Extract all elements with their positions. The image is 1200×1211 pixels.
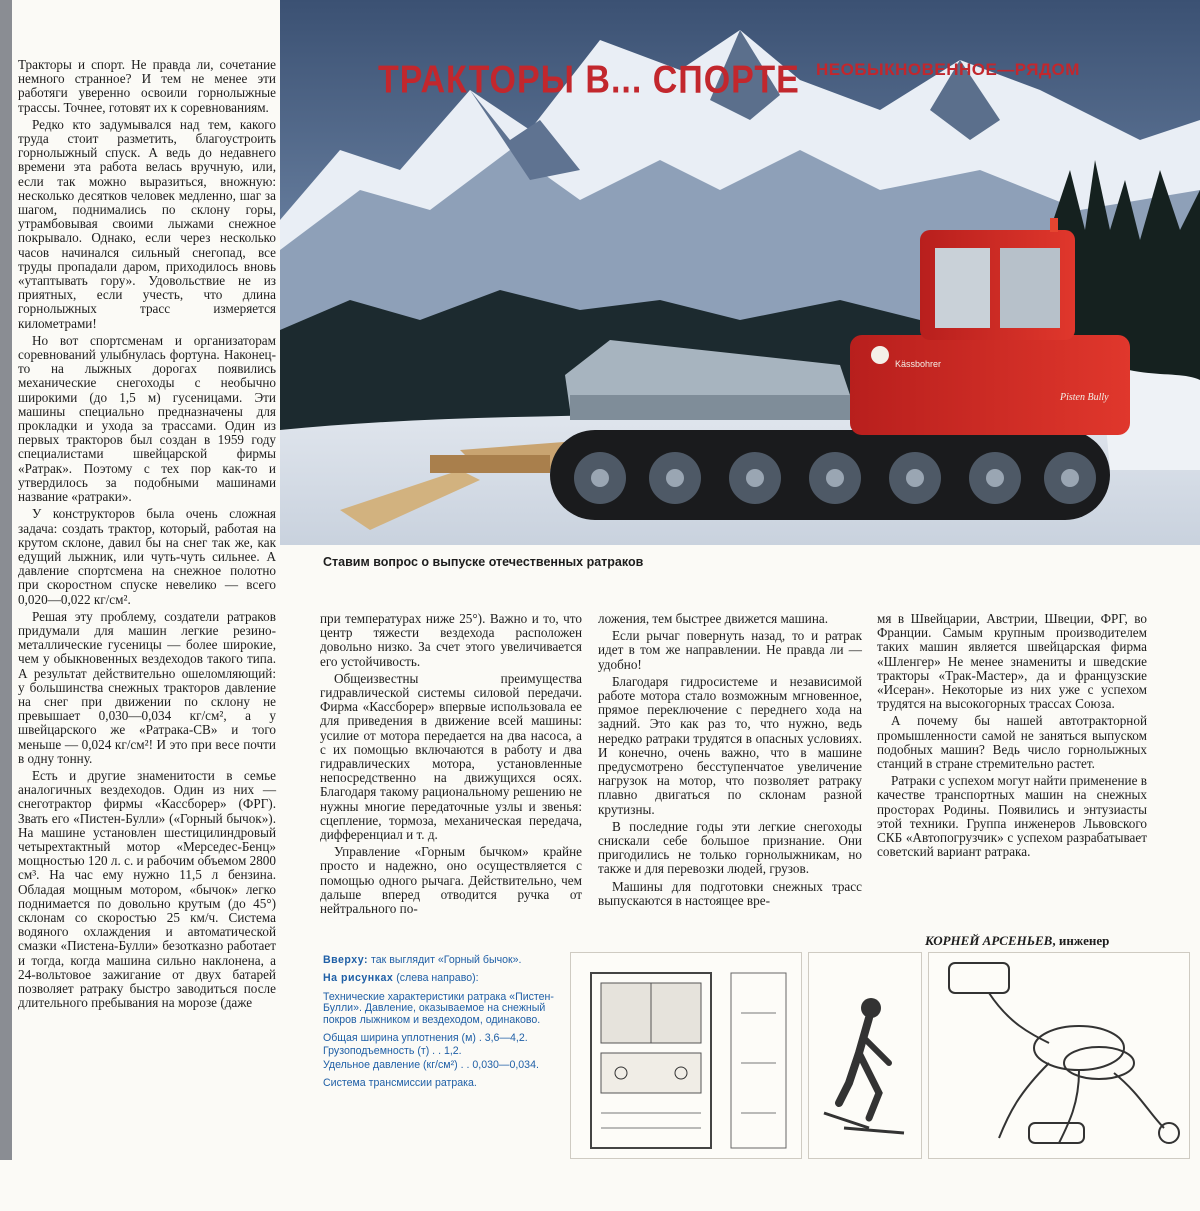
paragraph: Машины для подготовки снежных трасс выпускаются в настоящее вре-	[598, 878, 862, 908]
text-column-second	[320, 612, 582, 919]
legend-spec-intro: Технические характеристики ратрака «Пистен-Булли». Давление, оказываемое на снежный покров лыжником и вездеходом, одинаково.	[323, 990, 554, 1026]
figure-cab-front	[570, 952, 802, 1159]
text-column-left	[18, 58, 276, 1013]
paragraph: Ратраки с успехом могут найти применение в качестве транспортных машин на снежных просторах Родины. Появились и энтузиасты этой техники. Группа инженеров Львовского СКБ «Автопогрузчик» с успехом разрабатывает советский вариант ратрака.	[877, 773, 1147, 860]
legend-figures: На рисунках (слева направо):	[323, 972, 479, 985]
legend-top: Вверху: так выглядит «Горный бычок».	[323, 954, 522, 966]
brand-label: Kässbohrer	[895, 359, 942, 369]
paragraph: Редко кто задумывался над тем, какого труда стоит разметить, благоустроить горнолыжный спуск. А ведь до недавнего времени эта работа велась вручную, или, если так можно выразиться, вножную: несколько десятков человек медленно, шаг за шагом, поднимались по склону горы, утрамбовывая своими лыжами снежное покрывало. Однако, если через несколько часов начинался сильный снегопад, все труды пропадали даром, приходилось вновь «утаптывать гору». Удовольствие не из приятных, если учесть, что длина горнолыжных трасс измеряется километрами!	[18, 116, 276, 331]
paragraph: Благодаря гидросистеме и независимой работе мотора стало возможным мгновенное, прямое переключение с переднего хода на задний. Это как раз то, что нужно, ведь нередко ратраки трудятся в опасных условиях. И конечно, очень важно, что в машине предусмотрено бесступенчатое увеличение нагрузок на мотор, что позволяет ратраку плавно двигаться по склонам разной крутизны.	[598, 673, 862, 817]
figure-transmission	[928, 952, 1190, 1159]
legend-spec-width: Общая ширина уплотнения (м) . 3,6—4,2.	[323, 1032, 528, 1045]
page-edge	[0, 0, 12, 1160]
section-rubric: НЕОБЫКНОВЕННОЕ—РЯДОМ	[816, 60, 1080, 79]
page-headline: ТРАКТОРЫ В... СПОРТЕ	[378, 58, 800, 102]
paragraph: В последние годы эти легкие снегоходы снискали себе большое признание. Они пригодились не только горнолыжникам, но также и для перевозки людей, грузов.	[598, 818, 862, 877]
paragraph: Решая эту проблему, создатели ратраков придумали для машин легкие резино-металлические гусеницы — более широкие, чем у обыкновенных вездеходов такого типа. А результат действительно ошеломляющий: у большинства снежных тракторов давление на снег при движении по склону не превышает 0,030—0,034 кг/см², а у швейцарского же «Ратрака-СВ» и того меньше — 0,024 кг/см²! И это при весе почти в одну тонну.	[18, 608, 276, 766]
figure-legend-box	[323, 955, 557, 1155]
paragraph: Общеизвестны преимущества гидравлической системы силовой передачи. Фирма «Кассборер» впервые использовала ее для приведения в движение всей машины: усилие от мотора передается на два насоса, а с их помощью включаются в работу и два гидравлических мотора, установленные непосредственно на движущихся осях. Благодаря такому рациональному решению не нужны многие передаточные узлы и звенья: сцепление, тормоза, механическая передача, дифференциал и т. д.	[320, 670, 582, 843]
legend-transmission: Система трансмиссии ратрака.	[323, 1077, 477, 1090]
author-title: , инженер	[1052, 933, 1110, 948]
author-name: КОРНЕЙ АРСЕНЬЕВ	[925, 933, 1053, 948]
text-column-third	[598, 612, 862, 911]
figure-skier	[808, 952, 922, 1159]
paragraph: Управление «Горным бычком» крайне просто и надежно, оно осуществляется с помощью одного рычага. Действительно, чем дальше вперед отводится ручка от нейтрального по-	[320, 844, 582, 917]
legend-spec-pressure: Удельное давление (кг/см²) . . 0,030—0,034.	[323, 1058, 539, 1071]
photo-caption: Ставим вопрос о выпуске отечественных ратраков	[323, 555, 644, 569]
legend-spec-load: Грузоподъемность (т) . . 1,2.	[323, 1045, 462, 1058]
author-signature	[925, 933, 1109, 949]
paragraph: при температурах ниже 25°). Важно и то, что центр тяжести вездехода расположен довольно низко. За счет этого увеличивается его устойчивость.	[320, 611, 582, 669]
paragraph: Тракторы и спорт. Не правда ли, сочетание немного странное? И тем не менее эти работяги уверенно освоили горнолыжные трассы. Точнее, готовят их к соревнованиям.	[18, 57, 276, 115]
paragraph: У конструкторов была очень сложная задача: создать трактор, который, работая на крутом склоне, давил бы на снег так же, как едущий лыжник, или чуть-чуть сильнее. А давление спортсмена на снежное полотно при скоростном спуске невелико — всего 0,020—0,022 кг/см².	[18, 506, 276, 607]
paragraph: Если рычаг повернуть назад, то и ратрак идет в том же направлении. Не правда ли — удобно!	[598, 628, 862, 672]
paragraph: А почему бы нашей автотракторной промышленности самой не заняться выпуском подобных машин? Ведь число горнолыжных станций в стране стремительно растет.	[877, 713, 1147, 772]
paragraph: ложения, тем быстрее движется машина.	[598, 611, 829, 626]
model-label: Pisten Bully	[1060, 392, 1109, 403]
paragraph: мя в Швейцарии, Австрии, Швеции, ФРГ, во Франции. Самым крупным производителем таких машин является швейцарская фирма «Шленгер» Не менее знамениты и шведские тракторы «Трак-Мастер», да и французские «Исеран». Некоторые из них уже с успехом трудятся на высокогорных трассах Союза.	[877, 611, 1147, 712]
paragraph: Но вот спортсменам и организаторам соревнований улыбнулась фортуна. Наконец-то на лыжных дорогах появились механические снегоходы с необычно широкими (до 1,5 м) гусеницами. Эти машины специально предназначены для прокладки и ухода за трассами. Один из первых тракторов был создан в 1959 году специалистами швейцарской фирмы «Ратрак». Поэтому с тех пор как-то и утвердилось за подобными машинами название «ратраки».	[18, 332, 276, 505]
paragraph: Есть и другие знаменитости в семье аналогичных вездеходов. Один из них — снеготрактор фирмы «Кассборер» (ФРГ). Звать его «Пистен-Булли» («Горный бычок»). На машине установлен шестицилиндровый четырехтактный мотор «Мерседес-Бенц» мощностью 120 л. с. и рабочим объемом 2800 см³. На час ему нужно 11,5 л бензина. Обладая мощным мотором, «бычок» легко поднимается по довольно крутым (до 45°) склонам со скоростью 25 км/ч. Система водяного охлаждения и автоматической смазки «Пистена-Булли» безотказно работает и тогда, когда машина сильно наклонена, а 24-вольтовое зажигание от двух батарей позволяет ратраку быстро заводиться после длительного пребывания на морозе (даже	[18, 767, 276, 1011]
text-column-fourth	[877, 612, 1147, 862]
